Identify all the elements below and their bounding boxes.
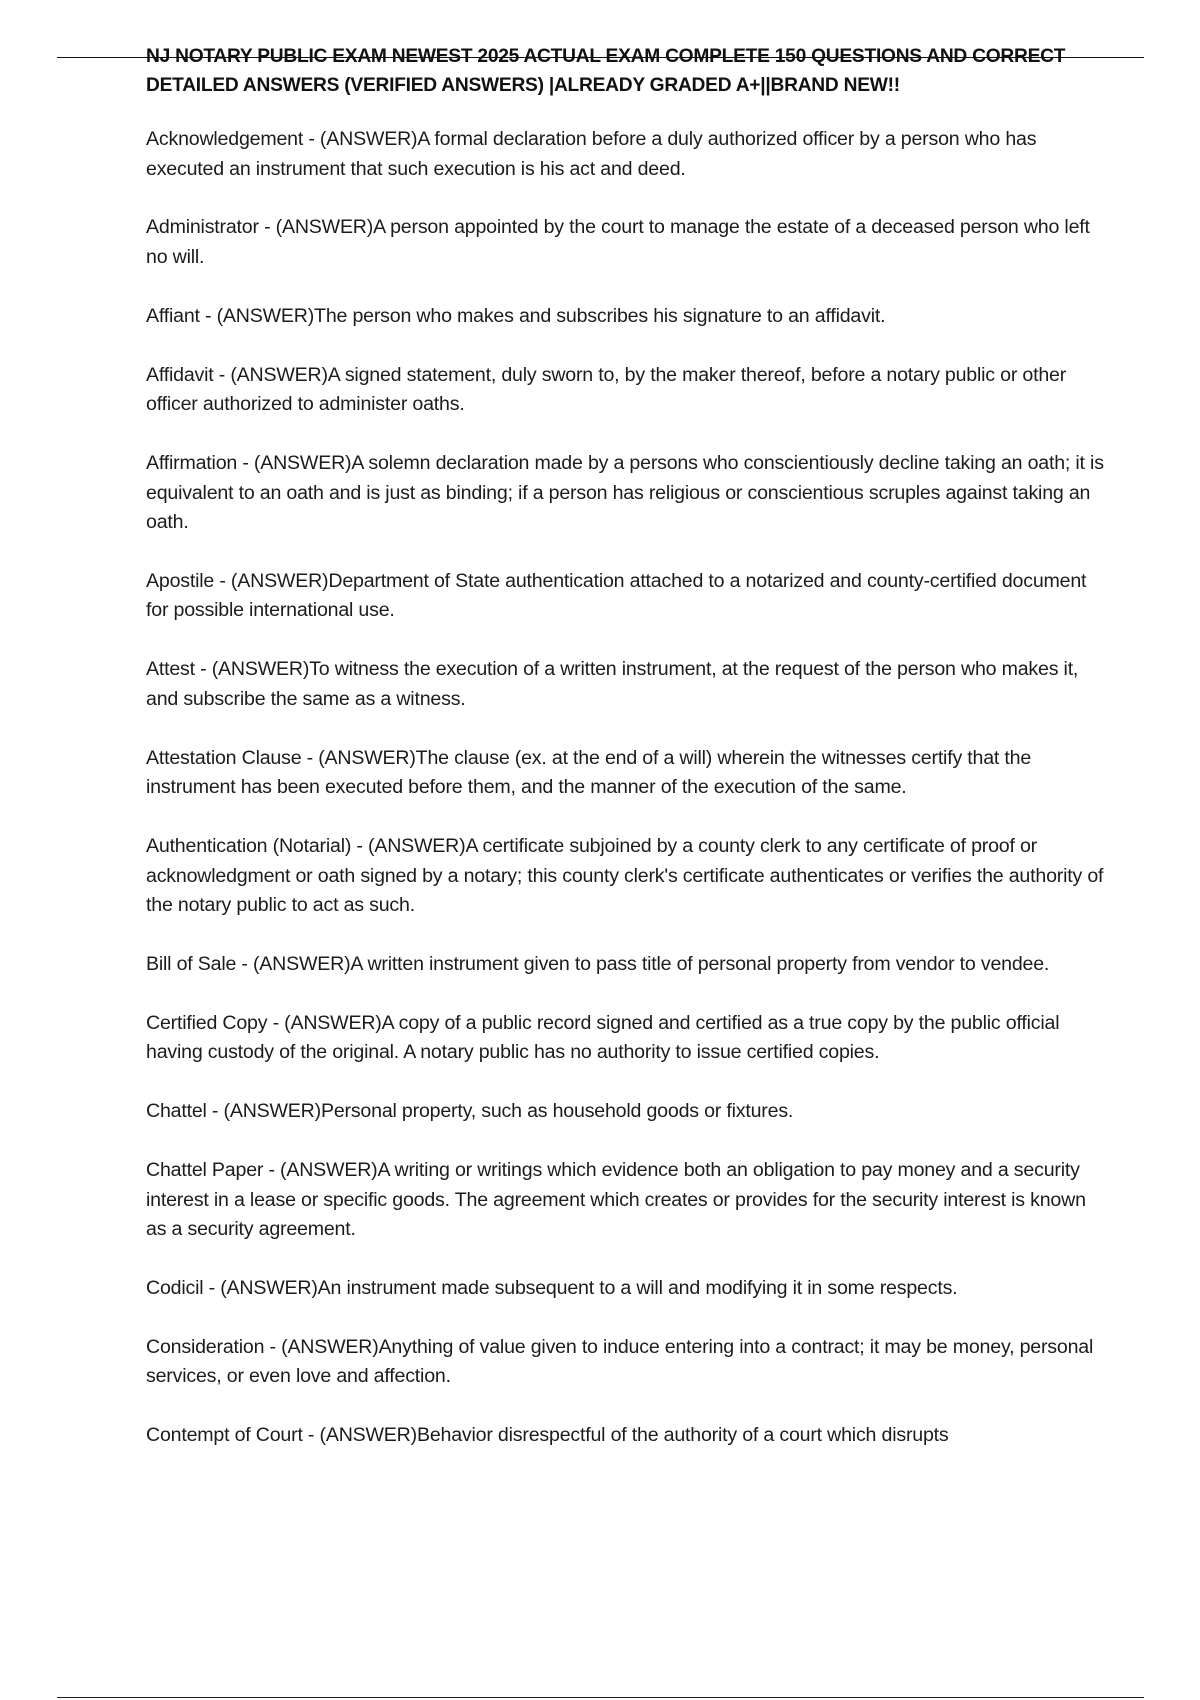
definition-entry: Attest - (ANSWER)To witness the execution of a written instrument, at the request of the person who makes it, and subscribe the same as a witness. <box>146 658 1079 710</box>
definition-entry: Affiant - (ANSWER)The person who makes and subscribes his signature to an affidavit. <box>146 304 886 327</box>
definition-entry: Chattel Paper - (ANSWER)A writing or writings which evidence both an obligation to pay money and a security interest in a lease or specific goods. The agreement which creates or provides for the security interest is known as a security agreement. <box>146 1158 1086 1241</box>
definition-entry: Chattel - (ANSWER)Personal property, such as household goods or fixtures. <box>146 1100 794 1123</box>
definition-entry: Authentication (Notarial) - (ANSWER)A certificate subjoined by a county clerk to any certificate of proof or acknowledgment or oath signed by a notary; this county clerk's certificate authenticates or verifies the authority of the notary public to act as such. <box>146 835 1104 917</box>
definition-list <box>146 125 1106 1480</box>
definition-entry: Contempt of Court - (ANSWER)Behavior disrespectful of the authority of a court which disrupts <box>146 1424 949 1447</box>
definition-entry: Certified Copy - (ANSWER)A copy of a public record signed and certified as a true copy by the public official having custody of the original. A notary public has no authority to issue certified copies. <box>146 1011 1060 1064</box>
definition-entry: Consideration - (ANSWER)Anything of value given to induce entering into a contract; it may be money, personal services, or even love and affection. <box>146 1335 1094 1388</box>
definition-entry: Attestation Clause - (ANSWER)The clause (ex. at the end of a will) wherein the witnesses certify that the instrument has been executed before them, and the manner of the execution of the same. <box>146 746 1032 799</box>
definition-entry: Affirmation - (ANSWER)A solemn declaration made by a persons who conscientiously decline taking an oath; it is equivalent to an oath and is just as binding; if a person has religious or conscientious scruples against taking an oath. <box>146 451 1104 534</box>
definition-entry: Acknowledgement - (ANSWER)A formal declaration before a duly authorized officer by a person who has executed an instrument that such execution is his act and deed. <box>146 128 1037 180</box>
definition-entry: Administrator - (ANSWER)A person appointed by the court to manage the estate of a deceased person who left no will. <box>146 216 1090 268</box>
definition-entry: Bill of Sale - (ANSWER)A written instrument given to pass title of personal property from vendor to vendee. <box>146 952 1050 975</box>
definition-entry: Apostile - (ANSWER)Department of State authentication attached to a notarized and county-certified document for possible international use. <box>146 569 1087 622</box>
definition-entry: Codicil - (ANSWER)An instrument made subsequent to a will and modifying it in some respects. <box>146 1276 958 1299</box>
footer-rule <box>57 1697 1144 1698</box>
document-title: NJ NOTARY PUBLIC EXAM NEWEST 2025 ACTUAL EXAM COMPLETE 150 QUESTIONS AND CORRECT DETAILED ANSWERS (VERIFIED ANSWERS) |ALREADY GRADED A+||BRAND NEW!! <box>146 46 1066 96</box>
definition-entry: Affidavit - (ANSWER)A signed statement, duly sworn to, by the maker thereof, before a notary public or other officer authorized to administer oaths. <box>146 363 1067 416</box>
